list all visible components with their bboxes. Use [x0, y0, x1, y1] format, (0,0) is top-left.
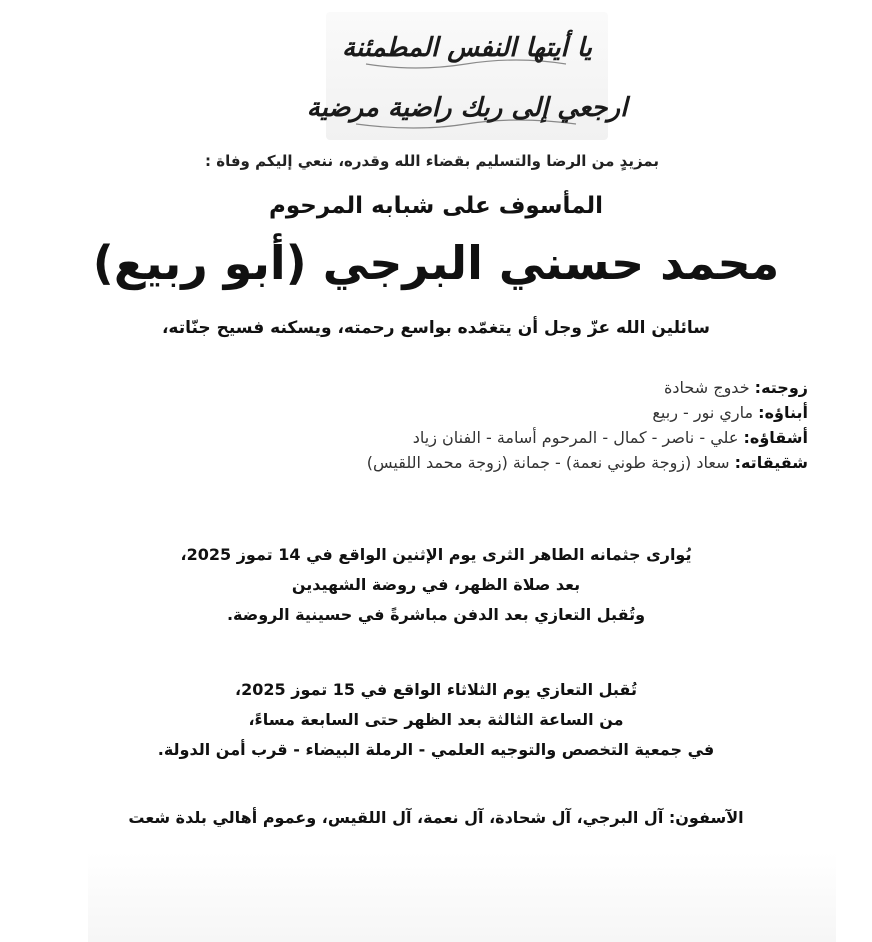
- family-list: [48, 378, 808, 478]
- quran-verse-calligraphy: [306, 12, 628, 140]
- condolence-details: [0, 675, 872, 765]
- family-row-wife: [48, 378, 808, 402]
- family-row-brothers: [48, 428, 808, 452]
- bottom-fade: [88, 852, 836, 942]
- family-label: شقيقاته:: [734, 453, 808, 472]
- condolence-line: تُقبل التعازي يوم الثلاثاء الواقع في 15 تموز 2025،: [235, 680, 637, 699]
- funeral-line: بعد صلاة الظهر، في روضة الشهيدين: [291, 575, 581, 594]
- family-value: سعاد (زوجة طوني نعمة) - جمانة (زوجة محمد اللقيس): [366, 453, 735, 472]
- funeral-details: [0, 540, 872, 630]
- verse-line-1: يا أيتها النفس المطمئنة: [342, 33, 592, 63]
- condolence-line: في جمعية التخصص والتوجيه العلمي - الرملة البيضاء - قرب أمن الدولة.: [157, 740, 715, 759]
- funeral-line: يُوارى جثمانه الطاهر الثرى يوم الإثنين الواقع في 14 تموز 2025،: [180, 545, 692, 564]
- prayer-text: سائلين الله عزّ وجل أن يتغمّده بواسع رحمته، ويسكنه فسيح جنّاته،: [161, 318, 711, 338]
- family-row-children: [48, 403, 808, 427]
- family-value: ماري نور - ربيع: [652, 403, 759, 422]
- family-value: علي - ناصر - كمال - المرحوم أسامة - الفنان زياد: [412, 428, 744, 447]
- family-label: زوجته:: [754, 378, 808, 397]
- intro-text: بمزيدٍ من الرضا والتسليم بقضاء الله وقدره، ننعي إليكم وفاة :: [205, 152, 659, 170]
- condolence-line: من الساعة الثالثة بعد الظهر حتى السابعة مساءً،: [248, 710, 624, 729]
- calligraphy-image: [306, 12, 628, 140]
- family-label: أبناؤه:: [758, 403, 808, 422]
- funeral-line: وتُقبل التعازي بعد الدفن مباشرةً في حسينية الروضة.: [226, 605, 646, 624]
- verse-line-2: ارجعي إلى ربك راضية مرضية: [306, 93, 628, 123]
- intro-title: المأسوف على شبابه المرحوم: [268, 193, 604, 219]
- mourners-text: الآسفون: آل البرجي، آل شحادة، آل نعمة، آل اللقيس، وعموم أهالي بلدة شعت: [128, 808, 744, 827]
- family-value: خدوج شحادة: [664, 378, 755, 397]
- family-label: أشقاؤه:: [743, 428, 808, 447]
- family-row-sisters: [48, 453, 808, 477]
- deceased-name: محمد حسني البرجي (أبو ربيع): [92, 236, 780, 290]
